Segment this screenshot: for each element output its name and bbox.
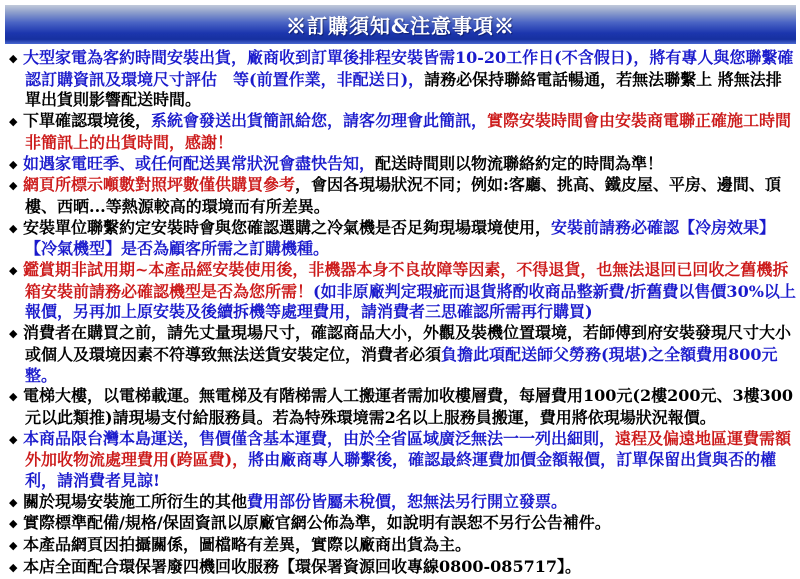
diamond-bullet-icon: ◆ xyxy=(9,221,18,235)
notice-text-segment: 遠程及偏遠地區運費需額外加收物流處理費用(跨區費)， xyxy=(25,428,792,470)
notice-text-segment: ，會因各現場狀況不同；例如:客廳、挑高、鐵皮屋、平房、邊間、頂樓、西晒...等熱源較高的環境而有所差異。 xyxy=(25,175,781,216)
notice-item xyxy=(5,557,796,579)
notice-item xyxy=(5,429,796,492)
notice-text-segment: (如非原廠判定瑕疵而退貨將酌收商品整新費/折舊費以售價30%以上報價，另再加上原安裝及後續拆機等處理費用，請消費者三思確認所需再行購買) xyxy=(25,281,796,322)
diamond-bullet-icon: ◆ xyxy=(9,390,18,404)
notice-text-segment: 將由廠商專人聯繫後，確認最終運費加價金額報價，訂單保留出貨與否的權利，請消費者見諒! xyxy=(25,450,777,491)
diamond-bullet-icon: ◆ xyxy=(9,327,18,341)
notice-list xyxy=(5,44,796,579)
notice-item xyxy=(5,260,796,323)
notice-text-segment: 實際標準配備/規格/保固資訊以原廠官網公佈為準，如說明有誤恕不另行公告補件。 xyxy=(23,513,611,533)
diamond-bullet-icon: ◆ xyxy=(9,432,18,446)
diamond-bullet-icon: ◆ xyxy=(9,517,18,531)
notice-item xyxy=(5,218,796,260)
notice-text-segment: 安裝前請務必確認【冷房效果】【冷氣機型】是否為顧客所需之訂購機種。 xyxy=(25,217,776,259)
notice-text-segment: 如遇家電旺季、或任何配送異常狀況會盡快告知， xyxy=(23,153,376,173)
notice-text-segment: 本產品網頁因拍攝關係，圖檔略有差異，實際以廠商出貨為主。 xyxy=(23,535,472,555)
notice-text-segment: 系統會發送出貨簡訊給您，請客勿理會此簡訊， xyxy=(151,111,488,131)
notice-text-segment: 費用部份皆屬未稅價，恕無法另行開立發票。 xyxy=(247,491,568,511)
notice-item xyxy=(5,323,796,386)
notice-header-bar xyxy=(5,5,796,44)
notice-text-segment: 負擔此項配送師父勞務(現堪)之全額費用800元整。 xyxy=(25,344,778,385)
notice-text-segment: 本商品限台灣本島運送，售價僅含基本運費，由於全省區域廣泛無法一一列出細則， xyxy=(23,428,616,448)
notice-item xyxy=(5,386,796,428)
notice-text-segment: 電梯大樓，以電梯載運。無電梯及有階梯需人工搬運者需加收樓層費，每層費用100元(2樓200元、3樓300元以此類推)請現場支付給服務員。若為特殊環境需2名以上服務員搬運，費用將依現場狀況報價。 xyxy=(23,386,794,427)
diamond-bullet-icon: ◆ xyxy=(9,52,18,65)
notice-text-segment: 請務必保持聯絡電話暢通，若無法聯繫上 將無法排單出貨則影響配送時間。 xyxy=(25,69,782,110)
diamond-bullet-icon: ◆ xyxy=(9,179,18,193)
notice-text-segment: 網頁所標示噸數對照坪數僅供購買參考 xyxy=(23,175,296,195)
notice-item xyxy=(5,513,796,535)
diamond-bullet-icon: ◆ xyxy=(9,539,18,553)
notice-text-segment: 實際安裝時間會由安裝商電聯正確施工時間非簡訊上的出貨時間，感謝！ xyxy=(25,111,792,152)
diamond-bullet-icon: ◆ xyxy=(9,560,18,574)
diamond-bullet-icon: ◆ xyxy=(9,495,18,509)
notice-text-segment: 關於現場安裝施工所衍生的其他 xyxy=(23,491,248,511)
notice-text-segment: 消費者在購買之前，請先丈量現場尺寸，確認商品大小，外觀及裝機位置環境，若師傅到府安裝發現尺寸大小或個人及環境因素不符導致無法送貨安裝定位，消費者必須 xyxy=(23,323,792,364)
notice-text-segment: 本店全面配合環保署廢四機回收服務【環保署資源回收專線0800-085717】。 xyxy=(23,556,581,576)
page-title: ※訂購須知&注意事項※ xyxy=(285,14,516,38)
notice-text-segment: 安裝單位聯繫約定安裝時會與您確認選購之冷氣機是否足夠現場環境使用， xyxy=(23,217,552,237)
notice-text-segment: 下單確認環境後， xyxy=(23,111,152,131)
notice-item xyxy=(5,535,796,557)
notice-text-segment: 大型家電為客約時間安裝出貨，廠商收到訂單後排程安裝皆需10-20工作日(不含假日)，將有專人與您聯繫確認訂購資訊及環境尺寸評估 等(前置作業，非配送日)， xyxy=(23,48,794,89)
diamond-bullet-icon: ◆ xyxy=(9,157,18,171)
notice-item xyxy=(5,154,796,176)
notice-item xyxy=(5,48,796,111)
notice-text-segment: 配送時間則以物流聯絡約定的時間為準！ xyxy=(375,153,664,173)
notice-text-segment: 鑑賞期非試用期~本產品經安裝使用後，非機器本身不良故障等因素，不得退貨，也無法退回已回收之舊機拆箱安裝前請務必確認機型是否為您所需！ xyxy=(23,260,789,301)
diamond-bullet-icon: ◆ xyxy=(9,115,18,129)
diamond-bullet-icon: ◆ xyxy=(9,264,18,278)
notice-item xyxy=(5,111,796,153)
notice-item xyxy=(5,492,796,514)
notice-item xyxy=(5,175,796,217)
